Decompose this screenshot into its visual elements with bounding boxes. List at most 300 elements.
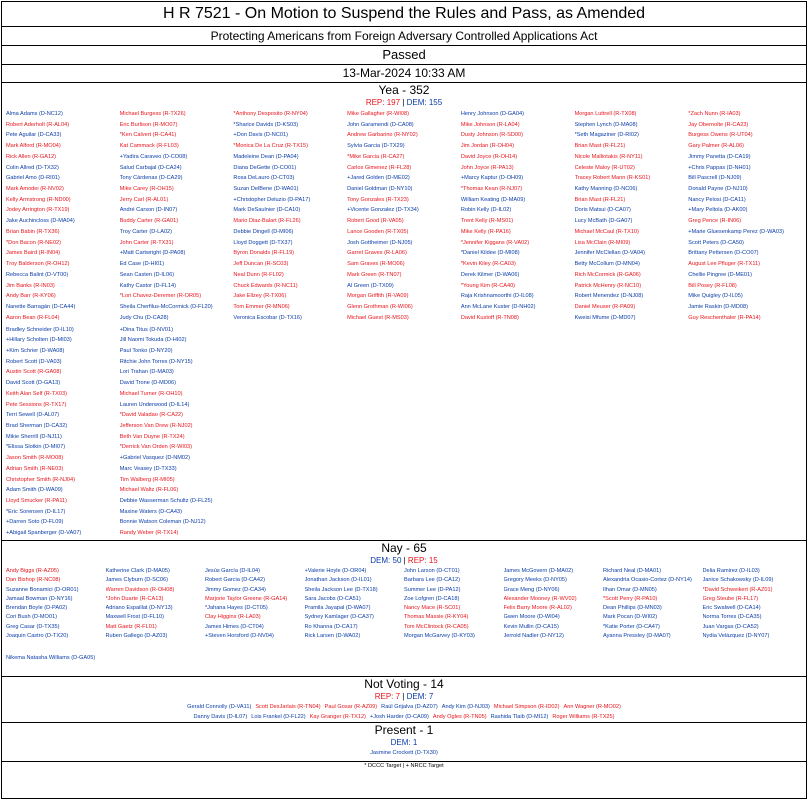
member-name: Adriano Espaillat (D-NY13) (105, 605, 173, 612)
member-name (347, 323, 461, 324)
member-name: Jimmy Gomez (D-CA34) (205, 586, 266, 593)
member-name: William Keating (D-MA09) (460, 196, 526, 203)
member-name: Chellie Pingree (D-ME01) (688, 271, 753, 278)
present-row (2, 748, 806, 758)
member-name: Pramila Jayapal (D-WA07) (304, 605, 371, 612)
member-name: Gwen Moore (D-WI04) (503, 614, 560, 621)
member-name: Brendan Boyle (D-PA02) (6, 605, 68, 612)
member-name: *Sharice Davids (D-KS03) (233, 121, 299, 128)
member-name: Maxine Waters (D-CA43) (119, 508, 182, 515)
member-name: Salud Carbajal (D-CA24) (119, 164, 182, 171)
member-name: Alexander Mooney (R-WV02) (503, 595, 577, 602)
member-name: Lucy McBath (D-GA07) (574, 218, 633, 225)
member-name: Gregory Meeks (D-NY05) (503, 577, 567, 584)
member-name: Daniel Goldman (D-NY10) (347, 186, 413, 193)
member-name: Warren Davidson (R-OH08) (105, 586, 175, 593)
member-name: Austin Scott (R-GA08) (6, 369, 62, 376)
member-name: +Dina Titus (D-NV01) (119, 326, 174, 333)
nay-column (106, 567, 206, 654)
member-name: Lloyd Smucker (R-PA11) (6, 498, 68, 504)
vote-datetime: 13-Mar-2024 10:33 AM (342, 66, 466, 80)
member-name: Jamaal Bowman (D-NY16) (6, 595, 73, 602)
member-name: Kelly Armstrong (R-ND00) (6, 196, 71, 203)
member-name: Clay Higgins (R-LA03) (205, 614, 261, 621)
member-name: Morgan Griffith (R-VA09) (347, 293, 409, 300)
member-name: *Seth Magaziner (D-RI02) (574, 132, 639, 139)
member-name: Jim Banks (R-IN03) (6, 282, 55, 289)
member-name: Raja Krishnamoorthi (D-IL08) (460, 293, 534, 300)
not-voting-row (2, 702, 806, 712)
member-name: Derek Kilmer (D-WA06) (460, 271, 520, 278)
nay-rep-count: REP: 15 (407, 556, 438, 565)
member-name: David Scott (D-GA13) (6, 380, 61, 387)
member-name: Juan Vargas (D-CA52) (702, 623, 759, 630)
member-name: Norma Torres (D-CA35) (702, 614, 762, 621)
member-name: Eric Burlison (R-MO07) (119, 121, 178, 128)
member-name: Diana DeGette (D-CO01) (233, 164, 297, 171)
member-name: *Katie Porter (D-CA47) (603, 623, 660, 630)
member-name: Marjorie Taylor Greene (R-GA14) (205, 595, 288, 602)
member-name: +Christopher Deluzio (D-PA17) (233, 196, 311, 203)
member-name: Aaron Bean (R-FL04) (6, 314, 60, 321)
member-name: Raúl Grijalva (D-AZ07) (381, 704, 438, 710)
member-name: +Darren Soto (D-FL09) (6, 519, 64, 526)
member-name: Ed Case (D-HI01) (119, 261, 165, 268)
member-name: *Lori Chavez-Deremer (R-OR05) (119, 293, 202, 300)
member-name: Lori Trahan (D-MA03) (119, 369, 174, 376)
member-name: +Abigail Spanberger (D-VA07) (6, 530, 82, 537)
member-name: Guy Reschenthaler (R-PA14) (688, 314, 761, 321)
member-name: Roger Williams (R-TX25) (552, 714, 615, 720)
member-name: Jennifer McClellan (D-VA04) (574, 250, 646, 257)
member-name: Buddy Carter (R-GA01) (119, 218, 179, 225)
member-name: John Garamendi (D-CA08) (347, 121, 414, 128)
member-name: +Jared Golden (D-ME02) (347, 175, 410, 182)
member-name: Rick Larsen (D-WA02) (304, 633, 361, 640)
member-name: Ro Khanna (D-CA17) (304, 623, 358, 630)
member-name: Nydia Velázquez (D-NY07) (702, 633, 770, 640)
member-name: Maxwell Frost (D-FL10) (105, 614, 164, 621)
not-voting-count-separator: | (400, 692, 407, 701)
member-name: Madeleine Dean (D-PA04) (233, 153, 299, 160)
member-name: Michael Burgess (R-TX26) (119, 111, 186, 117)
member-name: Dan Bishop (R-NC08) (6, 577, 61, 584)
not-voting-row (2, 712, 806, 722)
member-name: Nikema Natasha Williams (D-GA05) (6, 654, 96, 661)
member-name: Ann McLane Kuster (D-NH02) (460, 303, 536, 310)
member-name: Andy Ogles (R-TN05) (432, 714, 487, 720)
member-name: Kevin Mullin (D-CA15) (503, 623, 559, 630)
yea-section (2, 82, 806, 540)
member-name: Scott DesJarlais (R-TN04) (255, 704, 321, 710)
not-voting-party-counts (2, 692, 806, 702)
member-name: Mario Diaz-Balart (R-FL26) (233, 218, 301, 225)
nay-column (305, 567, 405, 654)
member-name: Janice Schakowsky (D-IL09) (702, 577, 774, 584)
member-name: Jerry Carl (R-AL01) (119, 196, 169, 203)
member-name: Daniel Meuser (R-PA09) (574, 303, 636, 310)
member-name: Jay Obernolte (R-CA23) (688, 121, 749, 128)
member-name: Byron Donalds (R-FL19) (233, 250, 295, 257)
member-name: Kathy Castor (D-FL14) (119, 282, 176, 289)
member-name: Ruben Gallego (D-AZ03) (105, 633, 168, 640)
member-name: *David Schweikert (R-AZ01) (702, 586, 773, 593)
member-name: Thomas Massie (R-KY04) (404, 614, 469, 621)
member-name: +Marcy Kaptur (D-OH09) (460, 175, 524, 182)
member-name: Adrian Smith (R-NE03) (6, 465, 64, 472)
member-name: Nanette Barragán (D-CA44) (6, 303, 76, 310)
member-name: Ritchie John Torres (D-NY15) (119, 358, 193, 365)
member-name: Trent Kelly (R-MS01) (460, 218, 514, 225)
member-name (575, 323, 689, 324)
member-name: John Joyce (R-PA13) (460, 164, 514, 171)
member-name: Barbara Lee (D-CA12) (404, 577, 460, 584)
member-name: Kathy Manning (D-NC06) (574, 186, 638, 193)
member-name: *Jennifer Kiggans (R-VA02) (460, 239, 530, 246)
member-name: *John Duarte (R-CA13) (105, 595, 164, 602)
nay-column (6, 654, 106, 675)
member-name: Stephen Lynch (D-MA08) (574, 121, 638, 128)
member-name: David Kustoff (R-TN08) (460, 314, 519, 321)
member-name: Greg Casar (D-TX35) (6, 623, 60, 630)
member-name: Troy Balderson (R-OH12) (6, 261, 70, 268)
member-name: André Carson (D-IN07) (119, 207, 178, 214)
member-name: *Thomas Kean (R-NJ07) (460, 186, 523, 193)
member-name: Pete Sessions (R-TX17) (6, 401, 67, 408)
member-name: David Trone (D-MD06) (119, 380, 176, 387)
member-name: Neal Dunn (R-FL02) (233, 271, 284, 278)
member-name: Jimmy Panetta (D-CA19) (688, 153, 751, 160)
member-name: Mark Pocan (D-WI02) (603, 614, 658, 621)
member-name: Jonathan Jackson (D-IL01) (304, 577, 372, 584)
member-name: Marc Veasey (D-TX33) (119, 465, 177, 472)
nay-member-grid (2, 566, 806, 676)
member-name: Andy Barr (R-KY06) (6, 293, 56, 300)
member-name: Matt Gaetz (R-FL01) (105, 623, 157, 630)
member-name: Patrick McHenry (R-NC10) (574, 282, 642, 289)
member-name: Jefferson Van Drew (R-NJ02) (119, 422, 193, 429)
yea-member-grid (2, 109, 806, 540)
member-name: Jake Auchincloss (D-MA04) (6, 218, 75, 225)
member-name: Mark Amodei (R-NV02) (6, 186, 64, 193)
member-name: John Carter (R-TX31) (119, 239, 174, 246)
yea-dem-count: DEM: 155 (406, 98, 443, 107)
member-name: Sean Casten (D-IL06) (119, 271, 175, 278)
member-name: *Young Kim (R-CA40) (460, 282, 516, 289)
member-name: Joaquin Castro (D-TX20) (6, 633, 69, 640)
member-name: +Steven Horsford (D-NV04) (205, 633, 274, 640)
member-name: Bill Pascrell (D-NJ09) (688, 175, 742, 182)
member-name: Katherine Clark (D-MA05) (105, 568, 170, 574)
member-name: Ann Wagner (R-MO02) (563, 704, 621, 710)
member-name: Mike Carey (R-OH15) (119, 186, 174, 193)
member-name: Michael Simpson (R-ID02) (493, 704, 560, 710)
member-name: +Hillary Scholten (D-MI03) (6, 337, 72, 344)
member-name (688, 323, 802, 324)
member-name: Mikie Sherrill (D-NJ11) (6, 433, 62, 440)
member-name: Jill Naomi Tokuda (D-HI02) (119, 337, 187, 344)
member-name: Sheila Cherfilus-McCormick (D-FL20) (119, 303, 213, 310)
member-name: Robert Good (R-VA05) (347, 218, 404, 225)
member-name: Jesús García (D-IL04) (205, 568, 261, 574)
member-name: Debbie Dingell (D-MI06) (233, 228, 294, 235)
member-name: +Matt Cartwright (D-PA08) (119, 250, 186, 257)
bill-title: H R 7521 - On Motion to Suspend the Rules and Pass, as Amended (2, 2, 806, 27)
member-name: Alexandria Ocasio-Cortez (D-NY14) (603, 577, 692, 584)
member-name: Terri Sewell (D-AL07) (6, 412, 60, 419)
member-name: Robert Aderholt (R-AL04) (6, 121, 70, 128)
present-title: Present - 1 (374, 723, 434, 737)
member-name: +Mary Peltola (D-AK00) (688, 207, 748, 214)
member-name: Eric Swalwell (D-CA14) (702, 605, 761, 612)
yea-rep-count: REP: 197 (365, 98, 401, 107)
yea-column (120, 109, 234, 325)
member-name: Carlos Gimenez (R-FL28) (347, 164, 412, 171)
member-name: *Ken Calvert (R-CA41) (119, 132, 177, 139)
member-name: Adam Smith (D-WA09) (6, 487, 63, 494)
member-name: *Don Bacon (R-NE02) (6, 239, 62, 246)
member-name: Greg Pence (R-IN06) (688, 218, 742, 225)
member-name: Ayanna Pressley (D-MA07) (603, 633, 671, 640)
member-name: Tony Cárdenas (D-CA29) (119, 175, 183, 182)
member-name: Randy Weber (R-TX14) (119, 530, 179, 537)
member-name: Al Green (D-TX09) (347, 282, 394, 289)
member-name: James Himes (D-CT04) (205, 623, 264, 630)
member-name: Morgan McGarvey (D-KY03) (404, 633, 475, 640)
member-name: Bonnie Watson Coleman (D-NJ12) (119, 519, 206, 526)
member-name: +Kim Schrier (D-WA08) (6, 347, 65, 354)
member-name: Troy Carter (D-LA02) (119, 228, 173, 235)
present-party-counts (2, 738, 806, 748)
nay-party-counts (2, 556, 806, 566)
member-name: Nancy Pelosi (D-CA11) (688, 196, 746, 203)
member-name: Alma Adams (D-NC12) (6, 111, 63, 117)
not-voting-rep-count: REP: 7 (374, 692, 401, 701)
member-name: Lisa McClain (R-MI09) (574, 239, 631, 246)
member-name: Bill Posey (R-FL08) (688, 282, 737, 289)
nay-column (404, 567, 504, 654)
member-name: *Kevin Kiley (R-CA03) (460, 261, 516, 268)
member-name: Judy Chu (D-CA28) (119, 314, 169, 321)
member-name: Rashida Tlaib (D-MI12) (490, 714, 549, 720)
member-name: Pete Aguilar (D-CA33) (6, 132, 62, 139)
member-name: Jeff Duncan (R-SC03) (233, 261, 289, 268)
member-name: Jim Jordan (R-OH04) (460, 143, 514, 150)
yea-column (6, 109, 120, 325)
target-legend: * DCCC Target | + NRCC Target (2, 761, 806, 770)
vote-result: Passed (2, 46, 806, 65)
nay-column (504, 567, 604, 654)
member-name: John Larson (D-CT01) (404, 568, 460, 574)
member-name: Nancy Mace (R-SC01) (404, 605, 461, 612)
member-name: Celeste Maloy (R-UT02) (574, 164, 635, 171)
member-name: Robert Scott (D-VA03) (6, 358, 62, 365)
nay-count-separator: | (401, 556, 408, 565)
member-name: *Monica De La Cruz (R-TX15) (233, 143, 309, 150)
member-name: Mike Johnson (R-LA04) (460, 121, 520, 128)
member-name: +Don Davis (D-NC01) (233, 132, 288, 139)
member-name: Tony Gonzales (R-TX23) (347, 196, 409, 203)
member-name: Glenn Grothman (R-WI06) (347, 303, 413, 310)
yea-column (347, 109, 461, 325)
member-name: Cori Bush (D-MO01) (6, 614, 57, 621)
bill-subtitle: Protecting Americans from Foreign Adversary Controlled Applications Act (2, 27, 806, 46)
vote-report (1, 1, 807, 799)
member-name: Burgess Owens (R-UT04) (688, 132, 753, 139)
member-name: Jake Ellzey (R-TX06) (233, 293, 287, 300)
member-name: Kay Granger (R-TX12) (309, 714, 366, 720)
member-name: Tim Walberg (R-MI05) (119, 476, 175, 483)
member-name: Felix Barry Moore (R-AL02) (503, 605, 572, 612)
member-name: Chuck Edwards (R-NC11) (233, 282, 298, 289)
member-name: Jasmine Crockett (D-TX30) (370, 750, 438, 756)
member-name: James McGovern (D-MA02) (503, 568, 574, 574)
member-name: Garret Graves (R-LA06) (347, 250, 407, 257)
member-name: Brian Mast (R-FL21) (574, 143, 626, 150)
yea-column (233, 109, 347, 325)
yea-column (120, 325, 234, 541)
member-name: Mike Gallagher (R-WI08) (347, 111, 409, 117)
member-name: *Mike Garcia (R-CA27) (347, 153, 405, 160)
member-name: Mark DeSaulnier (D-CA10) (233, 207, 301, 214)
member-name: Sheila Jackson Lee (D-TX18) (304, 586, 378, 593)
member-name (461, 323, 575, 324)
member-name: David Joyce (R-OH14) (460, 153, 518, 160)
member-name: August Lee Pfluger (R-TX11) (688, 261, 760, 268)
member-name: Jerrold Nadler (D-NY12) (503, 633, 564, 640)
member-name: Keith Alan Self (R-TX03) (6, 390, 67, 397)
member-name: Donald Payne (D-NJ10) (688, 186, 748, 193)
nay-section (2, 540, 806, 676)
member-name: Kat Cammack (R-FL03) (119, 143, 179, 150)
not-voting-title: Not Voting - 14 (364, 677, 444, 691)
member-name: Michael Guest (R-MS03) (347, 314, 409, 321)
present-dem-count: DEM: 1 (390, 738, 418, 747)
member-name: Josh Gottheimer (D-NJ05) (347, 239, 413, 246)
member-name: Suzanne Bonamici (D-OR01) (6, 586, 79, 593)
member-name: Greg Steube (R-FL17) (702, 595, 759, 602)
member-name: Grace Meng (D-NY06) (503, 586, 560, 593)
member-name: Sam Graves (R-MO06) (347, 261, 405, 268)
member-name: Paul Tonko (D-NY20) (119, 347, 173, 354)
member-name: Lois Frankel (D-FL22) (251, 714, 306, 720)
yea-column (575, 109, 689, 325)
nay-column (6, 567, 106, 654)
member-name (6, 539, 120, 540)
member-name: Mark Alford (R-MO04) (6, 143, 61, 150)
member-name: Robin Kelly (D-IL02) (460, 207, 512, 214)
member-name: Brittany Pettersen (D-CO07) (688, 250, 759, 257)
member-name: Doris Matsui (D-CA07) (574, 207, 631, 214)
member-name: Andrew Garbarino (R-NY02) (347, 132, 418, 139)
nay-column (703, 567, 803, 654)
member-name: *Elissa Slotkin (D-MI07) (6, 444, 66, 451)
member-name: Mark Green (R-TN07) (347, 271, 402, 278)
member-name: Michael McCaul (R-TX10) (574, 228, 639, 235)
member-name: +Marie Gluesenkamp Perez (D-WA03) (688, 228, 784, 235)
member-name: Rick Allen (R-GA12) (6, 153, 57, 160)
member-name: Jamie Raskin (D-MD08) (688, 303, 748, 310)
member-name: Betty McCollum (D-MN04) (574, 261, 640, 268)
member-name: Robert Garcia (D-CA42) (205, 577, 265, 584)
member-name: Brian Babin (R-TX36) (6, 228, 60, 235)
member-name: Sara Jacobs (D-CA51) (304, 595, 361, 602)
yea-column (461, 109, 575, 325)
member-name: James Clyburn (D-SC06) (105, 577, 168, 584)
yea-title: Yea - 352 (378, 83, 430, 97)
nay-title: Nay - 65 (381, 541, 427, 555)
member-name: Kweisi Mfume (D-MD07) (574, 314, 636, 321)
member-name: Jodey Arrington (R-TX19) (6, 207, 70, 214)
member-name: Sylvia Garcia (D-TX29) (347, 143, 405, 150)
member-name: +Valerie Hoyle (D-OR04) (304, 568, 367, 574)
member-name: Danny Davis (D-IL07) (193, 714, 248, 720)
member-name: Gerald Connolly (D-VA11) (187, 704, 252, 710)
member-name: Robert Menendez (D-NJ08) (574, 293, 644, 300)
member-name: Morgan Luttrell (R-TX08) (574, 111, 637, 117)
member-name: Andy Biggs (R-AZ05) (6, 568, 59, 574)
member-name: +Gabriel Vasquez (D-NM02) (119, 455, 191, 462)
present-member-list (2, 748, 806, 758)
member-name: Andy Kim (D-NJ03) (441, 704, 490, 710)
member-name: +Josh Harder (D-CA09) (369, 714, 429, 720)
member-name: Lloyd Doggett (D-TX37) (233, 239, 293, 246)
member-name: Tom Emmer (R-MN06) (233, 303, 290, 310)
member-name (233, 323, 347, 324)
member-name: Richard Neal (D-MA01) (603, 568, 662, 574)
member-name: Dusty Johnson (R-SD00) (460, 132, 524, 139)
member-name: Summer Lee (D-PA12) (404, 586, 461, 593)
member-name: Brian Mast (R-FL21) (574, 196, 626, 203)
member-name: *Derrick Van Orden (R-WI03) (119, 444, 193, 451)
member-name: Michael Turner (R-OH10) (119, 390, 183, 397)
member-name: Tom McClintock (R-CA05) (404, 623, 469, 630)
member-name: Scott Peters (D-CA50) (688, 239, 744, 246)
member-name: *Daniel Kildee (D-MI08) (460, 250, 520, 257)
member-name: Zoe Lofgren (D-CA18) (404, 595, 460, 602)
member-name: Michael Waltz (R-FL06) (119, 487, 179, 494)
member-name: Sydney Kamlager (D-CA37) (304, 614, 374, 621)
member-name: +Chris Pappas (D-NH01) (688, 164, 751, 171)
member-name: Tracey Robert Mann (R-KS01) (574, 175, 651, 182)
member-name: Dean Phillips (D-MN03) (603, 605, 662, 612)
yea-column (688, 109, 802, 325)
member-name: *Scott Perry (R-PA10) (603, 595, 658, 602)
member-name: *Zach Nunn (R-IA03) (688, 111, 741, 117)
member-name: Colin Allred (D-TX32) (6, 164, 59, 171)
not-voting-member-list (2, 702, 806, 722)
yea-count-separator: | (400, 98, 407, 107)
member-name: Ilhan Omar (D-MN05) (603, 586, 657, 593)
member-name: Gary Palmer (R-AL06) (688, 143, 744, 150)
member-name (120, 539, 234, 540)
member-name: Rebecca Balint (D-VT00) (6, 271, 69, 278)
yea-column (6, 325, 120, 541)
member-name: +Vicente Gonzalez (D-TX34) (347, 207, 419, 214)
member-name: Paul Gosar (R-AZ09) (324, 704, 378, 710)
member-name: Debbie Wasserman Schultz (D-FL25) (119, 498, 213, 504)
member-name: Rich McCormick (R-GA06) (574, 271, 641, 278)
member-name: Christopher Smith (R-NJ04) (6, 476, 76, 483)
yea-party-counts (2, 98, 806, 108)
member-name: Lauren Underwood (D-IL14) (119, 401, 190, 408)
nay-column (603, 567, 703, 654)
member-name: *Anthony Desposito (R-NY04) (233, 111, 308, 117)
member-name: Nicole Malliotakis (R-NY11) (574, 153, 643, 160)
member-name: Brad Sherman (D-CA32) (6, 422, 68, 429)
member-name: Gabriel Amo (D-RI01) (6, 175, 60, 182)
member-name: Lance Gooden (R-TX05) (347, 228, 409, 235)
